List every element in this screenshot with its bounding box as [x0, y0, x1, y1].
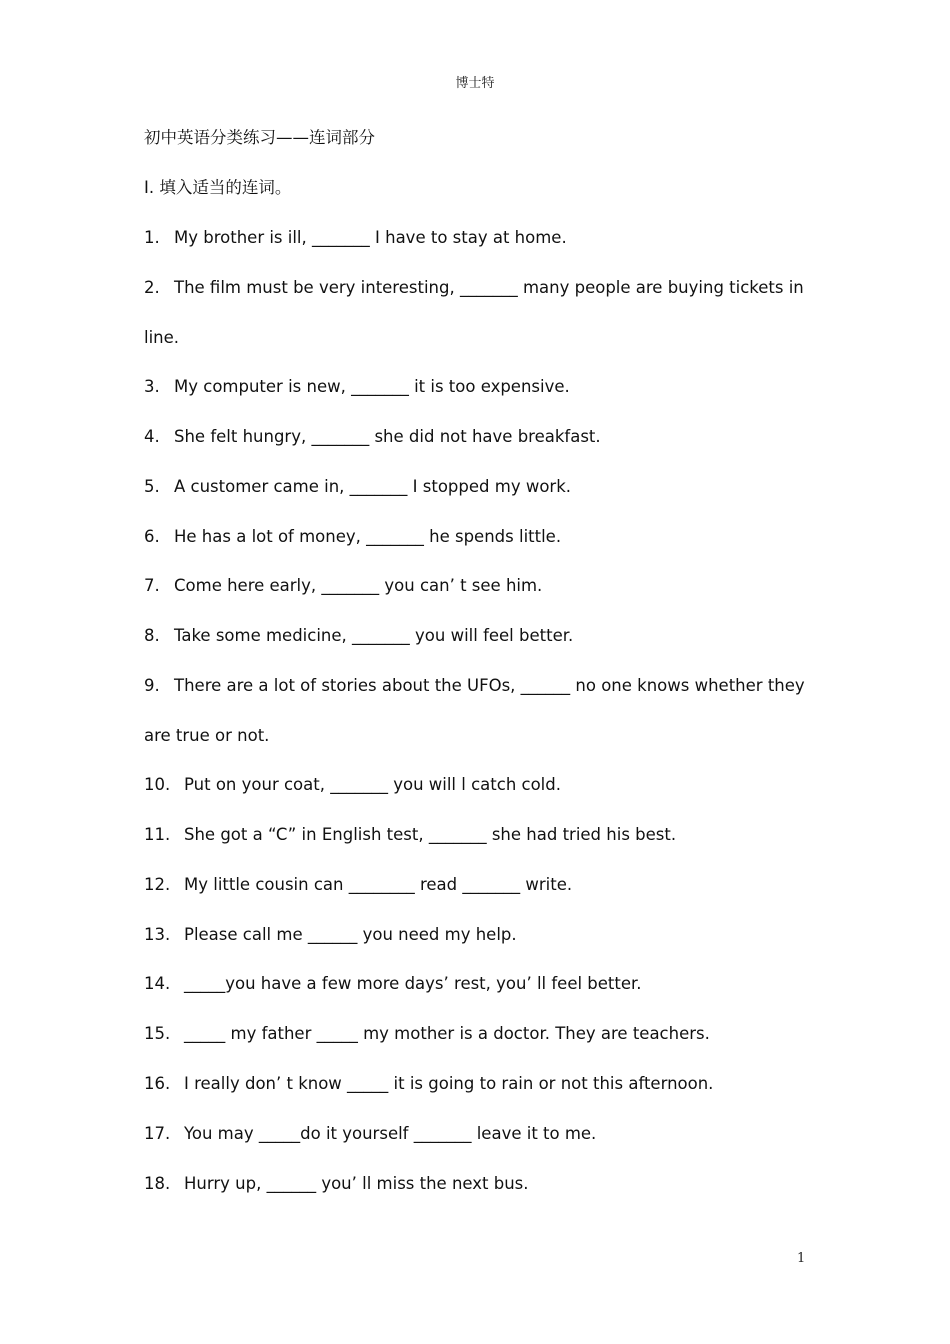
question-text: Put on your coat, _______ you will l catch cold. [184, 775, 561, 794]
question-text: line. [144, 328, 180, 347]
question-text: Take some medicine, _______ you will feel better. [174, 626, 574, 645]
question-number: 13. [144, 925, 171, 944]
question-number: 17. [144, 1124, 171, 1143]
question-number: 6. [144, 527, 160, 546]
question-number: 2. [144, 278, 160, 297]
question-text: Come here early, _______ you can’ t see him. [174, 576, 543, 595]
question-line [144, 625, 810, 647]
question-line [144, 874, 810, 896]
question-line [144, 575, 810, 597]
question-number: 1. [144, 228, 160, 247]
question-text: _____ my father _____ my mother is a doctor. They are teachers. [184, 1024, 710, 1043]
question-text: The film must be very interesting, _______ many people are buying tickets in [174, 278, 804, 297]
question-number: 4. [144, 427, 160, 446]
question-continuation [144, 327, 810, 349]
question-text: _____you have a few more days’ rest, you’ ll feel better. [184, 974, 642, 993]
question-text: My computer is new, _______ it is too expensive. [174, 377, 570, 396]
question-number: 14. [144, 974, 171, 993]
question-number: 15. [144, 1024, 171, 1043]
question-line [144, 774, 810, 796]
question-line [144, 1073, 810, 1095]
question-text: are true or not. [144, 726, 270, 745]
question-text: My little cousin can ________ read _______ write. [184, 875, 573, 894]
question-text: He has a lot of money, _______ he spends little. [174, 527, 562, 546]
question-text: She got a “C” in English test, _______ she had tried his best. [184, 825, 677, 844]
question-line [144, 1123, 810, 1145]
question-line [144, 426, 810, 448]
question-number: 12. [144, 875, 171, 894]
question-line [144, 1023, 810, 1045]
question-text: My brother is ill, _______ I have to stay at home. [174, 228, 567, 247]
question-line [144, 277, 810, 299]
question-line [144, 376, 810, 398]
question-number: 3. [144, 377, 160, 396]
question-number: 9. [144, 676, 160, 695]
question-line [144, 824, 810, 846]
question-number: 10. [144, 775, 171, 794]
page-header: 博士特 [455, 76, 495, 91]
question-number: 16. [144, 1074, 171, 1093]
question-number: 18. [144, 1174, 171, 1193]
question-line [144, 973, 810, 995]
question-number: 8. [144, 626, 160, 645]
question-line [144, 227, 810, 249]
question-line [144, 476, 810, 498]
question-text: There are a lot of stories about the UFOs, ______ no one knows whether they [174, 676, 805, 695]
question-line [144, 924, 810, 946]
question-number: 5. [144, 477, 160, 496]
question-number: 7. [144, 576, 160, 595]
question-text: I really don’ t know _____ it is going to rain or not this afternoon. [184, 1074, 714, 1093]
question-continuation [144, 725, 810, 747]
question-text: You may _____do it yourself _______ leave it to me. [184, 1124, 597, 1143]
page-number: 1 [797, 1251, 806, 1266]
question-line [144, 675, 810, 697]
question-text: Please call me ______ you need my help. [184, 925, 517, 944]
question-text: A customer came in, _______ I stopped my work. [174, 477, 571, 496]
question-number: 11. [144, 825, 171, 844]
section-heading: I. 填入适当的连词。 [144, 178, 292, 197]
document-title: 初中英语分类练习——连词部分 [144, 128, 375, 147]
question-line [144, 1173, 810, 1195]
question-line [144, 526, 810, 548]
question-text: Hurry up, ______ you’ ll miss the next bus. [184, 1174, 529, 1193]
question-text: She felt hungry, _______ she did not have breakfast. [174, 427, 601, 446]
